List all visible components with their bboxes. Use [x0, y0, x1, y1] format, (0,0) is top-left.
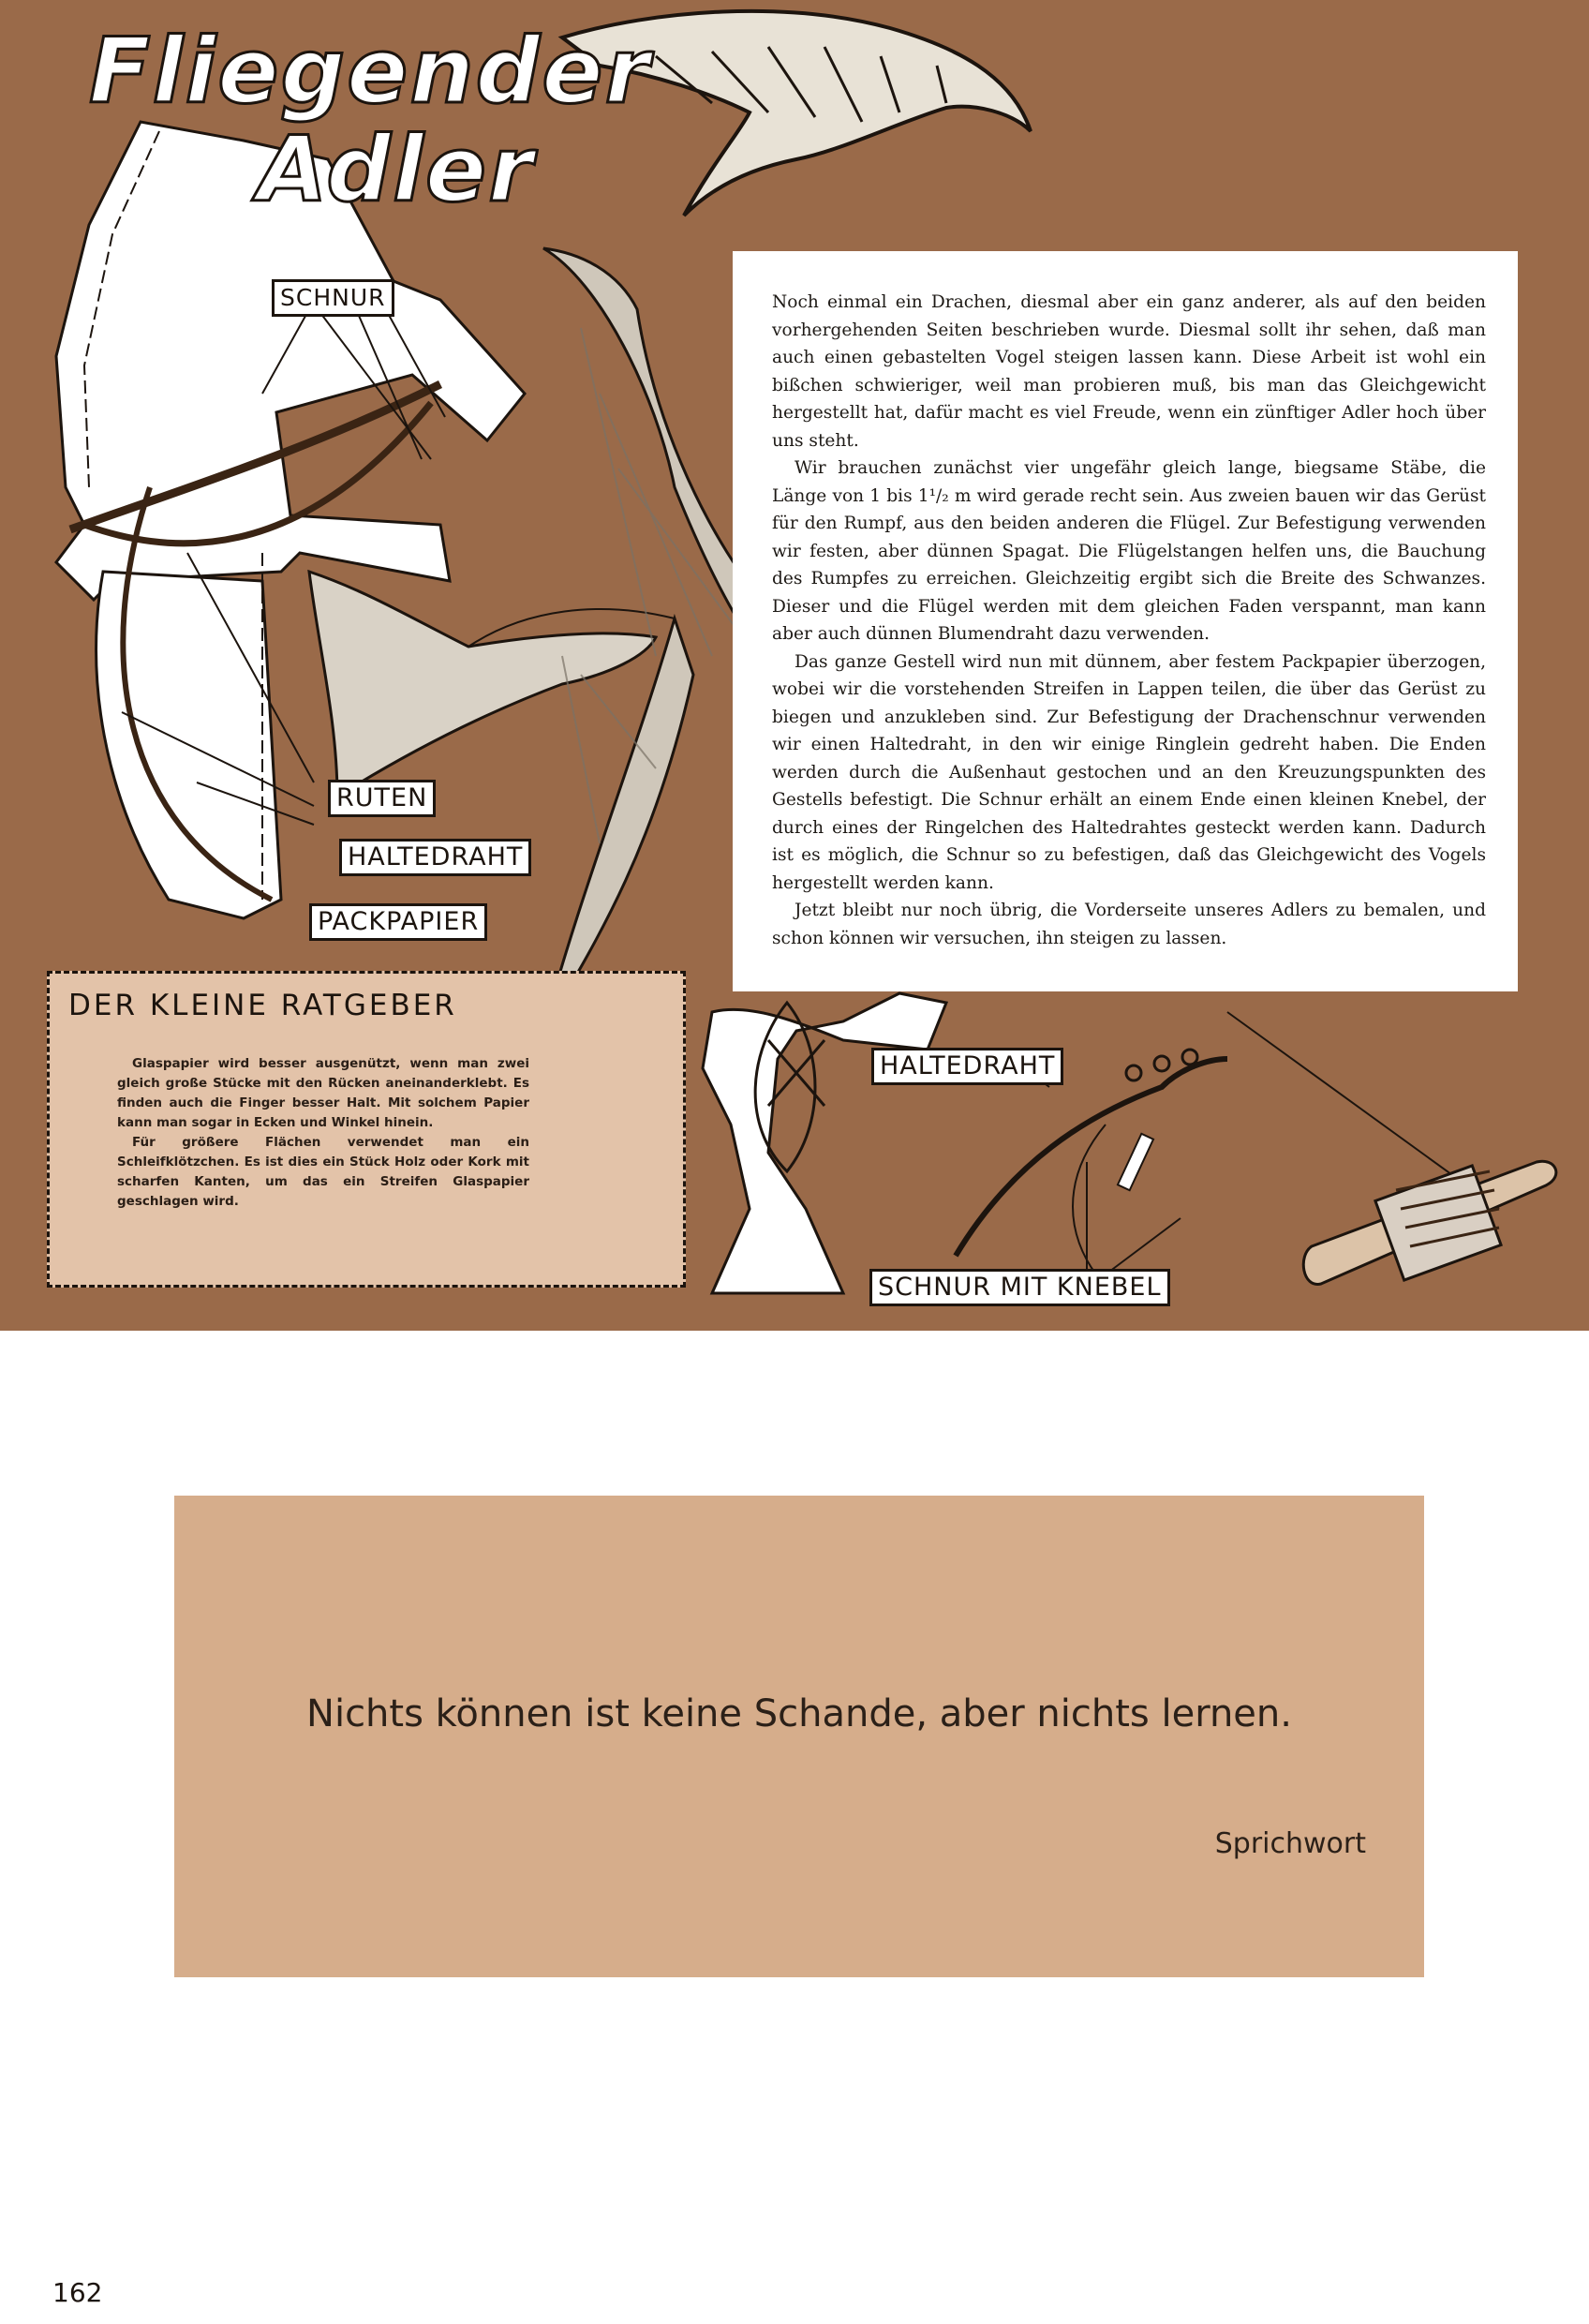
kite-frame-diagram: [56, 122, 525, 918]
title-line-2: Adler: [258, 117, 535, 222]
ratgeber-paragraph: Glaspapier wird besser ausgenützt, wenn man zwei gleich große Stücke mit den Rücken aneinanderklebt. Es finden auch die Finger besser Halt. Mit solchem Papier kann man sogar in Ecken und Winkel hinein.: [117, 1056, 529, 1130]
proverb-text: Nichts können ist keine Schande, aber nichts lernen.: [306, 1692, 1292, 1736]
label-packpapier: PACKPAPIER: [309, 903, 487, 941]
label-ruten: RUTEN: [328, 780, 436, 817]
ratgeber-box: [47, 971, 686, 1288]
line-winder-drawing: [1227, 1012, 1556, 1284]
article-paragraph: Das ganze Gestell wird nun mit dünnem, aber festem Packpapier überzogen, wobei wir die vorstehenden Streifen in Lappen teilen, die über das Gerüst zu biegen und anzukleben sind. Zur Befestigung der Drachenschnur verwenden wir einen Haltedraht, in den wir einige Ringlein gedreht haben. Die Enden werden durch die Außenhaut gestochen und an den Kreuzungspunkten des Gestells befestigt. Die Schnur erhält an einem Ende einen kleinen Knebel, der durch eines der Ringelchen des Haltedrahtes gesteckt werden kann. Dadurch ist es möglich, die Schnur so zu befestigen, daß das Gleichgewicht des Vogels hergestellt werden kann.: [772, 651, 1486, 893]
label-schnur: SCHNUR: [272, 279, 394, 317]
page-number: 162: [52, 2277, 103, 2308]
article-paragraph: Wir brauchen zunächst vier ungefähr gleich lange, biegsame Stäbe, die Länge von 1 bis 1¹/₂ m wird gerade recht sein. Aus zweien bauen wir das Gerüst für den Rumpf, aus den beiden anderen die Flügel. Zur Befestigung verwenden wir festen, aber dünnen Spagat. Die Flügelstangen helfen uns, die Bauchung des Rumpfes zu erreichen. Gleichzeitig ergibt sich die Breite des Schwanzes. Dieser und die Flügel werden mit dem gleichen Faden verspannt, man kann aber auch dünnen Blumendraht dazu verwenden.: [772, 458, 1486, 644]
quote-box: [174, 1496, 1424, 1977]
article-paragraph: Jetzt bleibt nur noch übrig, die Vorderseite unseres Adlers zu bemalen, und schon können wir versuchen, ihn steigen zu lassen.: [772, 901, 1486, 948]
label-schnur-mit-knebel: SCHNUR MIT KNEBEL: [869, 1269, 1170, 1306]
title-line-1: Fliegender: [89, 19, 651, 124]
ratgeber-paragraph: Für größere Flächen verwendet man ein Schleifklötzchen. Es ist dies ein Stück Holz oder Kork mit scharfen Kanten, um das ein Streifen Glaspapier geschlagen wird.: [117, 1135, 529, 1209]
article-paragraph: Noch einmal ein Drachen, diesmal aber ein ganz anderer, als auf den beiden vorhergehenden Seiten beschrieben wurde. Diesmal sollt ihr sehen, daß man auch einen gebastelten Vogel steigen lassen kann. Diese Arbeit ist wohl ein bißchen schwieriger, weil man probieren muß, bis man das Gleichgewicht hergestellt hat, dafür macht es viel Freude, wenn ein zünftiger Adler hoch über uns steht.: [772, 292, 1486, 451]
ratgeber-text: [117, 1054, 529, 1212]
kite-side-view: [703, 993, 946, 1293]
proverb-source: Sprichwort: [1214, 1827, 1366, 1860]
label-haltedraht: HALTEDRAHT: [339, 839, 531, 876]
article-text: [733, 251, 1518, 991]
label-haltedraht-detail: HALTEDRAHT: [871, 1048, 1063, 1085]
ratgeber-title: DER KLEINE RATGEBER: [68, 989, 457, 1022]
